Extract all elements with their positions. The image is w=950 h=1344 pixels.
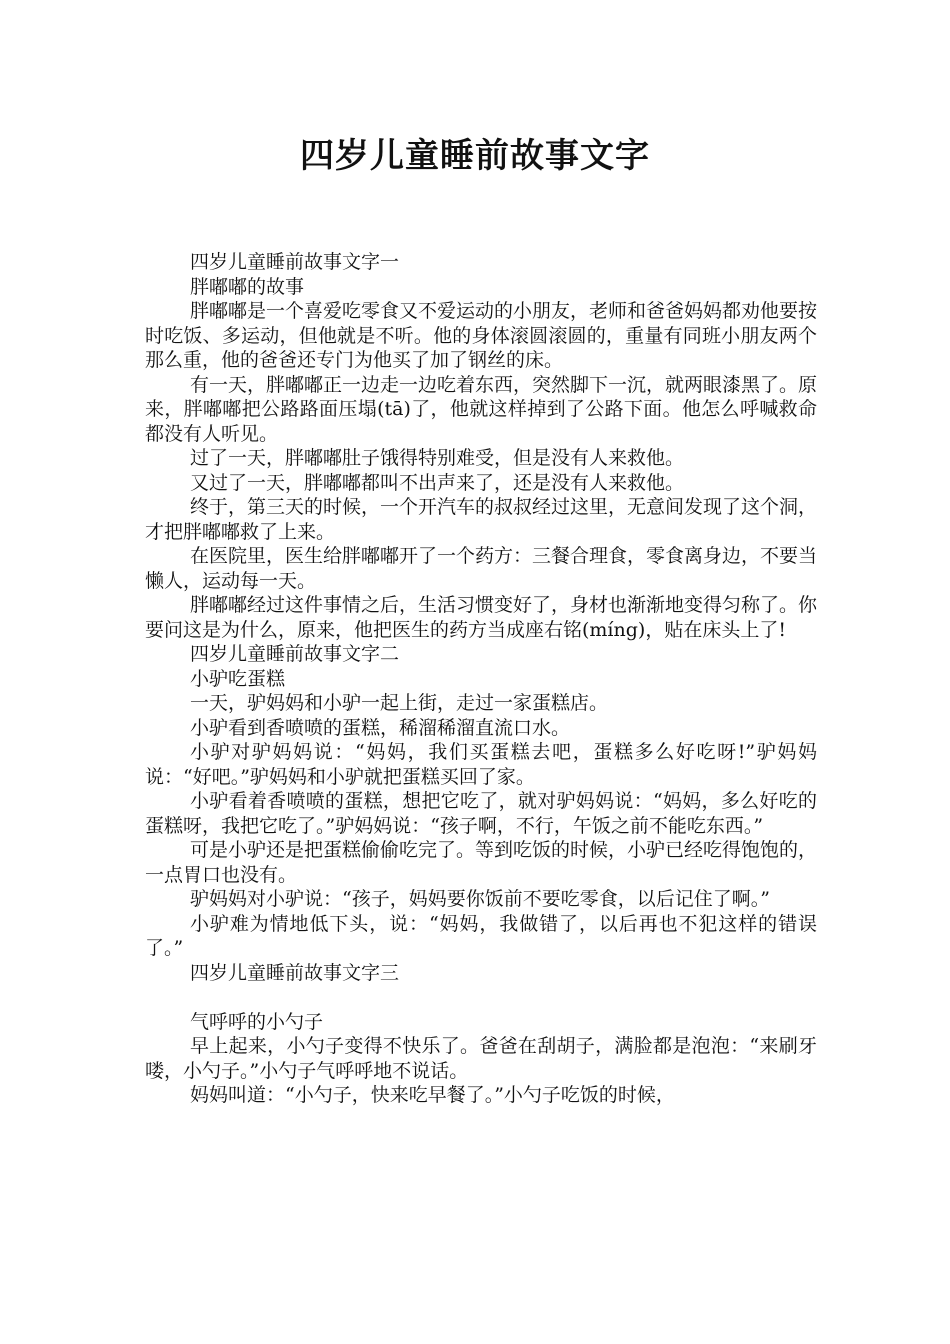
paragraph: 胖嘟嘟经过这件事情之后，生活习惯变好了，身材也渐渐地变得匀称了。你要问这是为什么，原来，他把医生的药方当成座右铭(míng)，贴在床头上了! [145,594,818,641]
paragraph: 在医院里，医生给胖嘟嘟开了一个药方：三餐合理食，零食离身边，不要当懒人，运动每一天。 [145,545,818,592]
section-heading: 四岁儿童睡前故事文字三 [190,961,400,984]
paragraph: 小驴难为情地低下头，说：“妈妈，我做错了，以后再也不犯这样的错误了。” [145,912,817,959]
paragraph: 驴妈妈对小驴说：“孩子，妈妈要你饭前不要吃零食，以后记住了啊。” [190,888,770,910]
paragraph: 小驴看到香喷喷的蛋糕，稀溜稀溜直流口水。 [190,716,571,739]
paragraph: 过了一天，胖嘟嘟肚子饿得特别难受，但是没有人来救他。 [190,447,685,469]
story-title: 小驴吃蛋糕 [190,667,286,690]
paragraph: 又过了一天，胖嘟嘟都叫不出声来了，还是没有人来救他。 [190,471,685,494]
document-body [145,250,817,1108]
paragraph: 早上起来，小勺子变得不快乐了。爸爸在刮胡子，满脸都是泡泡：“来刷牙喽，小勺子。”小勺子气呼呼地不说话。 [145,1035,817,1082]
paragraph: 终于，第三天的时候，一个开汽车的叔叔经过这里，无意间发现了这个洞，才把胖嘟嘟救了上来。 [145,496,818,543]
paragraph: 小驴对驴妈妈说：“妈妈，我们买蛋糕去吧，蛋糕多么好吃呀!”驴妈妈说：“好吧。”驴妈妈和小驴就把蛋糕买回了家。 [145,741,817,788]
story-title: 气呼呼的小勺子 [190,1010,324,1033]
document-title: 四岁儿童睡前故事文字 [300,136,650,176]
paragraph: 胖嘟嘟是一个喜爱吃零食又不爱运动的小朋友，老师和爸爸妈妈都劝他要按时吃饭、多运动，但他就是不听。他的身体滚圆滚圆的，重量有同班小朋友两个那么重，他的爸爸还专门为他买了加了钢丝的床。 [145,300,818,371]
paragraph: 妈妈叫道：“小勺子，快来吃早餐了。”小勺子吃饭的时候， [190,1084,675,1106]
paragraph: 有一天，胖嘟嘟正一边走一边吃着东西，突然脚下一沉，就两眼漆黑了。原来，胖嘟嘟把公路路面压塌(tā)了，他就这样掉到了公路下面。他怎么呼喊救命都没有人听见。 [145,373,818,445]
paragraph: 一天，驴妈妈和小驴一起上街，走过一家蛋糕店。 [190,692,609,714]
section-heading: 四岁儿童睡前故事文字二 [190,643,400,665]
story-title: 胖嘟嘟的故事 [190,275,305,298]
section-heading: 四岁儿童睡前故事文字一 [190,251,400,273]
paragraph: 小驴看着香喷喷的蛋糕，想把它吃了，就对驴妈妈说：“妈妈，多么好吃的蛋糕呀，我把它吃了。”驴妈妈说：“孩子啊，不行，午饭之前不能吃东西。” [145,790,817,837]
paragraph: 可是小驴还是把蛋糕偷偷吃完了。等到吃饭的时候，小驴已经吃得饱饱的，一点胃口也没有。 [145,839,818,886]
